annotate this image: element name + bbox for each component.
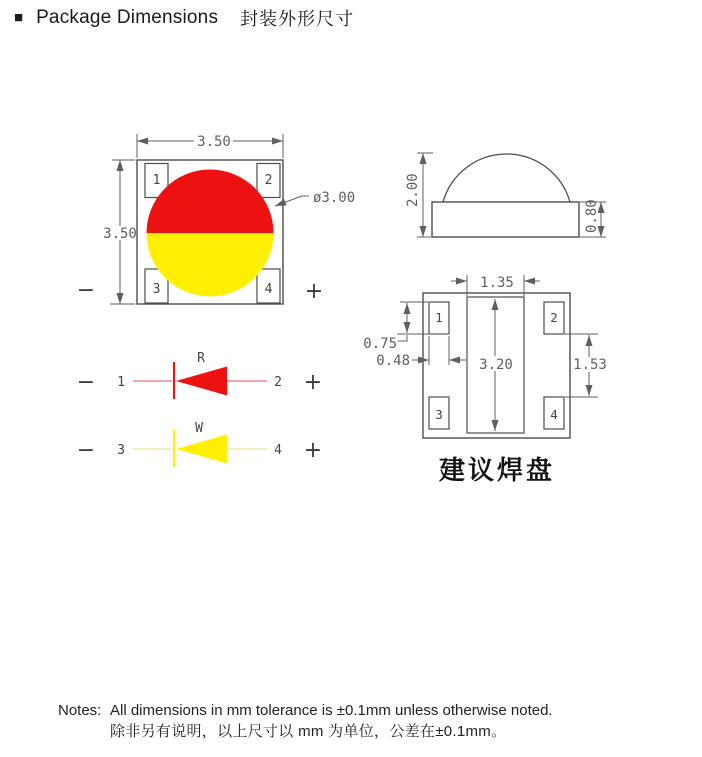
solder-pad-caption: 建议焊盘	[438, 455, 556, 485]
white-row-plus-sign: +	[303, 438, 323, 463]
red-diode-triangle	[176, 367, 227, 396]
solder-pad-3-number: 3	[435, 407, 443, 422]
red-row-minus-sign: −	[76, 370, 96, 395]
section-title-zh: 封装外形尺寸	[240, 9, 355, 29]
top-view-drawing	[77, 134, 355, 304]
pad-width-dim: 0.48	[376, 353, 410, 369]
solder-pad-4-number: 4	[550, 407, 558, 422]
pad-3-number: 3	[152, 282, 161, 297]
side-view-drawing	[405, 153, 606, 237]
package-base-side	[432, 202, 579, 237]
white-row-minus-sign: −	[76, 438, 96, 463]
top-view-width-dim: 3.50	[197, 134, 231, 150]
top-view-plus-sign: +	[304, 279, 324, 304]
notes-block	[58, 700, 553, 742]
red-row-plus-sign: +	[303, 370, 323, 395]
section-title-en: Package Dimensions	[36, 7, 219, 28]
red-row-pin-left: 1	[117, 375, 125, 390]
red-diode-label: R	[197, 351, 205, 366]
notes-line-zh: 除非另有说明，以上尺寸以 mm 为单位，公差在±0.1mm。	[110, 723, 507, 740]
circuit-red-diode	[77, 351, 322, 399]
pad-height-dim: 0.75	[363, 336, 397, 352]
top-view-minus-sign: −	[76, 278, 96, 303]
side-view-base-dim: 0.80	[584, 199, 600, 233]
top-view-height-dim: 3.50	[103, 226, 137, 242]
pad-gap-dim: 1.53	[573, 357, 607, 373]
solder-pad-1-number: 1	[435, 310, 443, 325]
center-pad-width-dim: 1.35	[480, 275, 514, 291]
circuit-white-diode	[77, 421, 322, 467]
solder-pad-drawing	[363, 275, 607, 485]
yellow-diode-triangle	[176, 435, 227, 464]
lens-diameter-dim: ø3.00	[313, 190, 356, 206]
pad-1-number: 1	[152, 173, 161, 188]
solder-pad-2-number: 2	[550, 310, 558, 325]
notes-label: Notes:	[58, 702, 102, 719]
pad-2-number: 2	[264, 173, 273, 188]
red-row-pin-right: 2	[274, 375, 282, 390]
notes-lines	[110, 700, 553, 742]
white-diode-label: W	[195, 421, 203, 436]
pad-4-number: 4	[264, 282, 273, 297]
notes-line-en: All dimensions in mm tolerance is ±0.1mm unless otherwise noted.	[110, 702, 553, 719]
white-row-pin-left: 3	[117, 443, 125, 458]
center-pad-height-dim: 3.20	[479, 357, 513, 373]
section-bullet-icon: ■	[14, 9, 24, 26]
side-view-height-dim: 2.00	[405, 173, 421, 207]
white-row-pin-right: 4	[274, 443, 282, 458]
dome-lens-profile	[443, 154, 570, 202]
